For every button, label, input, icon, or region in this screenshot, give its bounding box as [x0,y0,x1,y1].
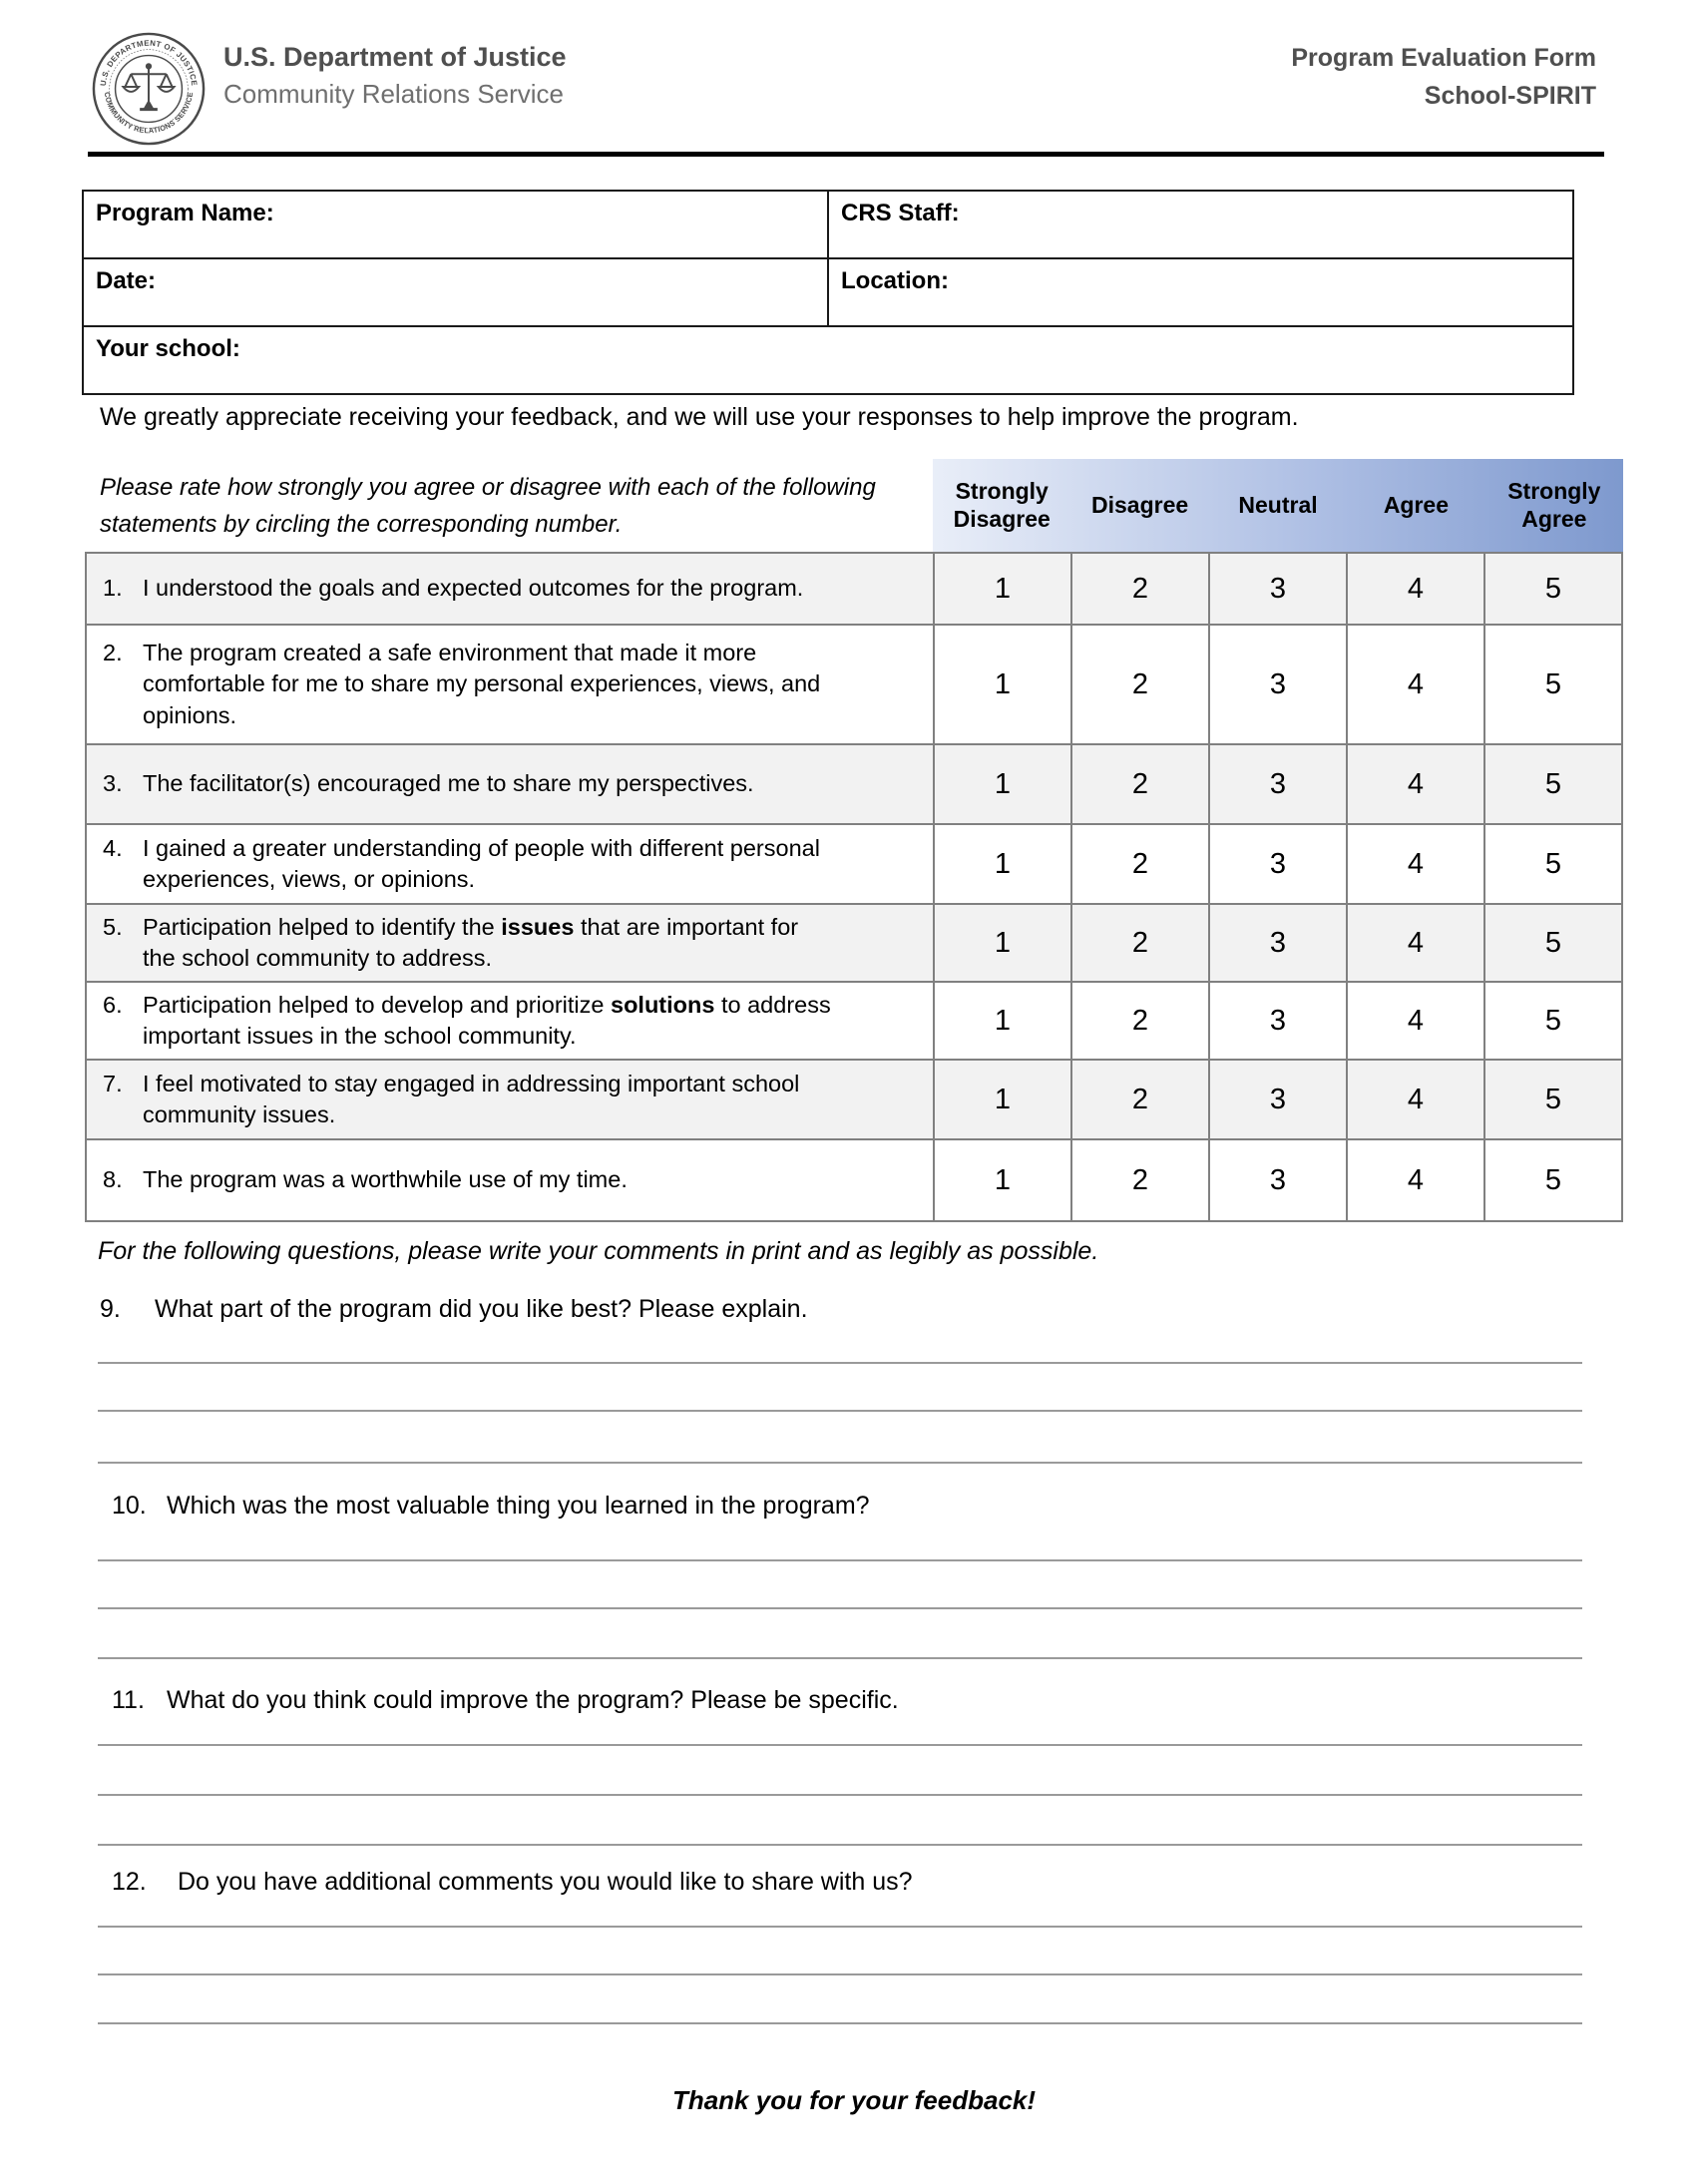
column-neutral: Neutral [1238,491,1318,518]
rating-4[interactable]: 4 [1347,553,1484,625]
rating-1[interactable]: 1 [934,1060,1071,1139]
rating-4[interactable]: 4 [1347,744,1484,824]
column-strongly-agree: Strongly Agree [1507,477,1601,532]
rating-2[interactable]: 2 [1071,982,1209,1060]
rating-5[interactable]: 5 [1484,1060,1622,1139]
answer-line[interactable] [98,1657,1582,1659]
agency-division: Community Relations Service [223,79,565,109]
answer-line[interactable] [98,1744,1582,1746]
rating-2[interactable]: 2 [1071,1060,1209,1139]
crs-staff-field[interactable] [828,191,1573,258]
likert-row-8 [86,1139,1622,1221]
intro-text: We greatly appreciate receiving your feedback, and we will use your responses to help improve the program. [100,403,1299,431]
statement-number: 3. [103,770,123,797]
statement-number: 1. [103,575,123,602]
rating-5[interactable]: 5 [1484,553,1622,625]
question-text: Which was the most valuable thing you learned in the program? [167,1492,870,1520]
statement-text: Participation helped to develop and prioritize solutions to address important issues in the school community. [143,991,831,1049]
rating-3[interactable]: 3 [1209,553,1347,625]
rating-2[interactable]: 2 [1071,1139,1209,1221]
agency-title: U.S. Department of Justice [223,42,567,72]
rating-2[interactable]: 2 [1071,904,1209,982]
doj-crs-seal-icon [90,30,208,148]
location-field[interactable] [828,258,1573,326]
answer-line[interactable] [98,1794,1582,1796]
question-10 [112,1492,870,1521]
form-title: Program Evaluation Form [1291,44,1596,72]
rating-1[interactable]: 1 [934,824,1071,904]
rating-4[interactable]: 4 [1347,824,1484,904]
rating-5[interactable]: 5 [1484,824,1622,904]
statement-text: I understood the goals and expected outcomes for the program. [143,575,804,602]
statement-text: The facilitator(s) encouraged me to share my perspectives. [143,770,754,797]
seal-bottom-text: COMMUNITY RELATIONS SERVICE [102,91,196,136]
column-disagree: Disagree [1091,491,1189,518]
column-strongly-disagree: Strongly Disagree [953,477,1051,532]
answer-line[interactable] [98,1410,1582,1412]
rating-2[interactable]: 2 [1071,744,1209,824]
answer-line[interactable] [98,1607,1582,1609]
statement-number: 7. [103,1070,123,1096]
rating-3[interactable]: 3 [1209,904,1347,982]
rating-1[interactable]: 1 [934,904,1071,982]
your-school-label: Your school: [96,335,240,362]
answer-line[interactable] [98,1926,1582,1928]
column-agree: Agree [1383,491,1450,518]
statement-8 [86,1139,934,1221]
question-11 [112,1686,899,1715]
rating-1[interactable]: 1 [934,744,1071,824]
likert-row-6 [86,982,1622,1060]
statement-number: 4. [103,834,123,861]
likert-header [933,459,1623,552]
statement-text: The program was a worthwhile use of my time. [143,1166,628,1193]
crs-staff-label: CRS Staff: [841,200,960,226]
question-text: Do you have additional comments you would like to share with us? [178,1868,913,1896]
rating-3[interactable]: 3 [1209,1060,1347,1139]
statement-6 [86,982,934,1060]
statement-1 [86,553,934,625]
form-subtitle: School-SPIRIT [1424,82,1596,110]
rating-3[interactable]: 3 [1209,982,1347,1060]
statement-text: The program created a safe environment that made it more comfortable for me to share my personal experiences, views, and opinions. [143,640,821,728]
statement-text: I feel motivated to stay engaged in addressing important school community issues. [143,1070,800,1127]
statement-7 [86,1060,934,1139]
rating-5[interactable]: 5 [1484,982,1622,1060]
question-number: 9. [100,1295,121,1323]
question-9 [100,1295,808,1324]
statement-4 [86,824,934,904]
comments-instruction: For the following questions, please write your comments in print and as legibly as possible. [98,1237,1099,1265]
date-field[interactable] [83,258,828,326]
answer-line[interactable] [98,1844,1582,1846]
seal-top-text: U.S. DEPARTMENT OF JUSTICE [98,38,200,87]
rating-5[interactable]: 5 [1484,904,1622,982]
rating-3[interactable]: 3 [1209,625,1347,744]
question-number: 10. [112,1492,147,1520]
statement-2 [86,625,934,744]
answer-line[interactable] [98,1973,1582,1975]
date-label: Date: [96,267,157,294]
location-label: Location: [841,267,949,294]
rating-4[interactable]: 4 [1347,625,1484,744]
question-text: What do you think could improve the program? Please be specific. [167,1686,899,1714]
statement-number: 8. [103,1166,123,1193]
rating-5[interactable]: 5 [1484,625,1622,744]
rating-2[interactable]: 2 [1071,824,1209,904]
info-fields-table [82,190,1574,395]
rating-5[interactable]: 5 [1484,1139,1622,1221]
rating-3[interactable]: 3 [1209,824,1347,904]
question-text: What part of the program did you like best? Please explain. [155,1295,808,1323]
answer-line[interactable] [98,1362,1582,1364]
likert-row-3 [86,744,1622,824]
rating-instruction: Please rate how strongly you agree or disagree with each of the following statements by circling the corresponding number. [100,474,876,539]
rating-1[interactable]: 1 [934,625,1071,744]
statement-number: 5. [103,913,123,940]
rating-1[interactable]: 1 [934,1139,1071,1221]
answer-line[interactable] [98,1462,1582,1464]
header-divider [88,152,1604,157]
rating-1[interactable]: 1 [934,553,1071,625]
likert-row-2 [86,625,1622,744]
answer-line[interactable] [98,2022,1582,2024]
question-12 [112,1868,913,1897]
statement-text: I gained a greater understanding of people with different personal experiences, views, or opinions. [143,834,820,892]
statement-5 [86,904,934,982]
likert-row-4 [86,824,1622,904]
scales-of-justice-icon [123,64,174,109]
rating-2[interactable]: 2 [1071,625,1209,744]
rating-3[interactable]: 3 [1209,1139,1347,1221]
rating-1[interactable]: 1 [934,982,1071,1060]
rating-5[interactable]: 5 [1484,744,1622,824]
answer-line[interactable] [98,1559,1582,1561]
rating-2[interactable]: 2 [1071,553,1209,625]
your-school-field[interactable] [83,326,1573,394]
program-name-label: Program Name: [96,200,274,226]
statement-number: 2. [103,640,123,666]
question-number: 12. [112,1868,147,1896]
rating-3[interactable]: 3 [1209,744,1347,824]
statement-number: 6. [103,991,123,1018]
likert-row-5 [86,904,1622,982]
likert-table [85,552,1623,1222]
closing-text: Thank you for your feedback! [671,2085,1037,2115]
rating-4[interactable]: 4 [1347,1060,1484,1139]
statement-text: Participation helped to identify the issues that are important for the school community to address. [143,913,799,971]
statement-3 [86,744,934,824]
rating-4[interactable]: 4 [1347,982,1484,1060]
rating-4[interactable]: 4 [1347,904,1484,982]
rating-4[interactable]: 4 [1347,1139,1484,1221]
likert-row-1 [86,553,1622,625]
likert-row-7 [86,1060,1622,1139]
question-number: 11. [112,1686,145,1714]
program-name-field[interactable] [83,191,828,258]
